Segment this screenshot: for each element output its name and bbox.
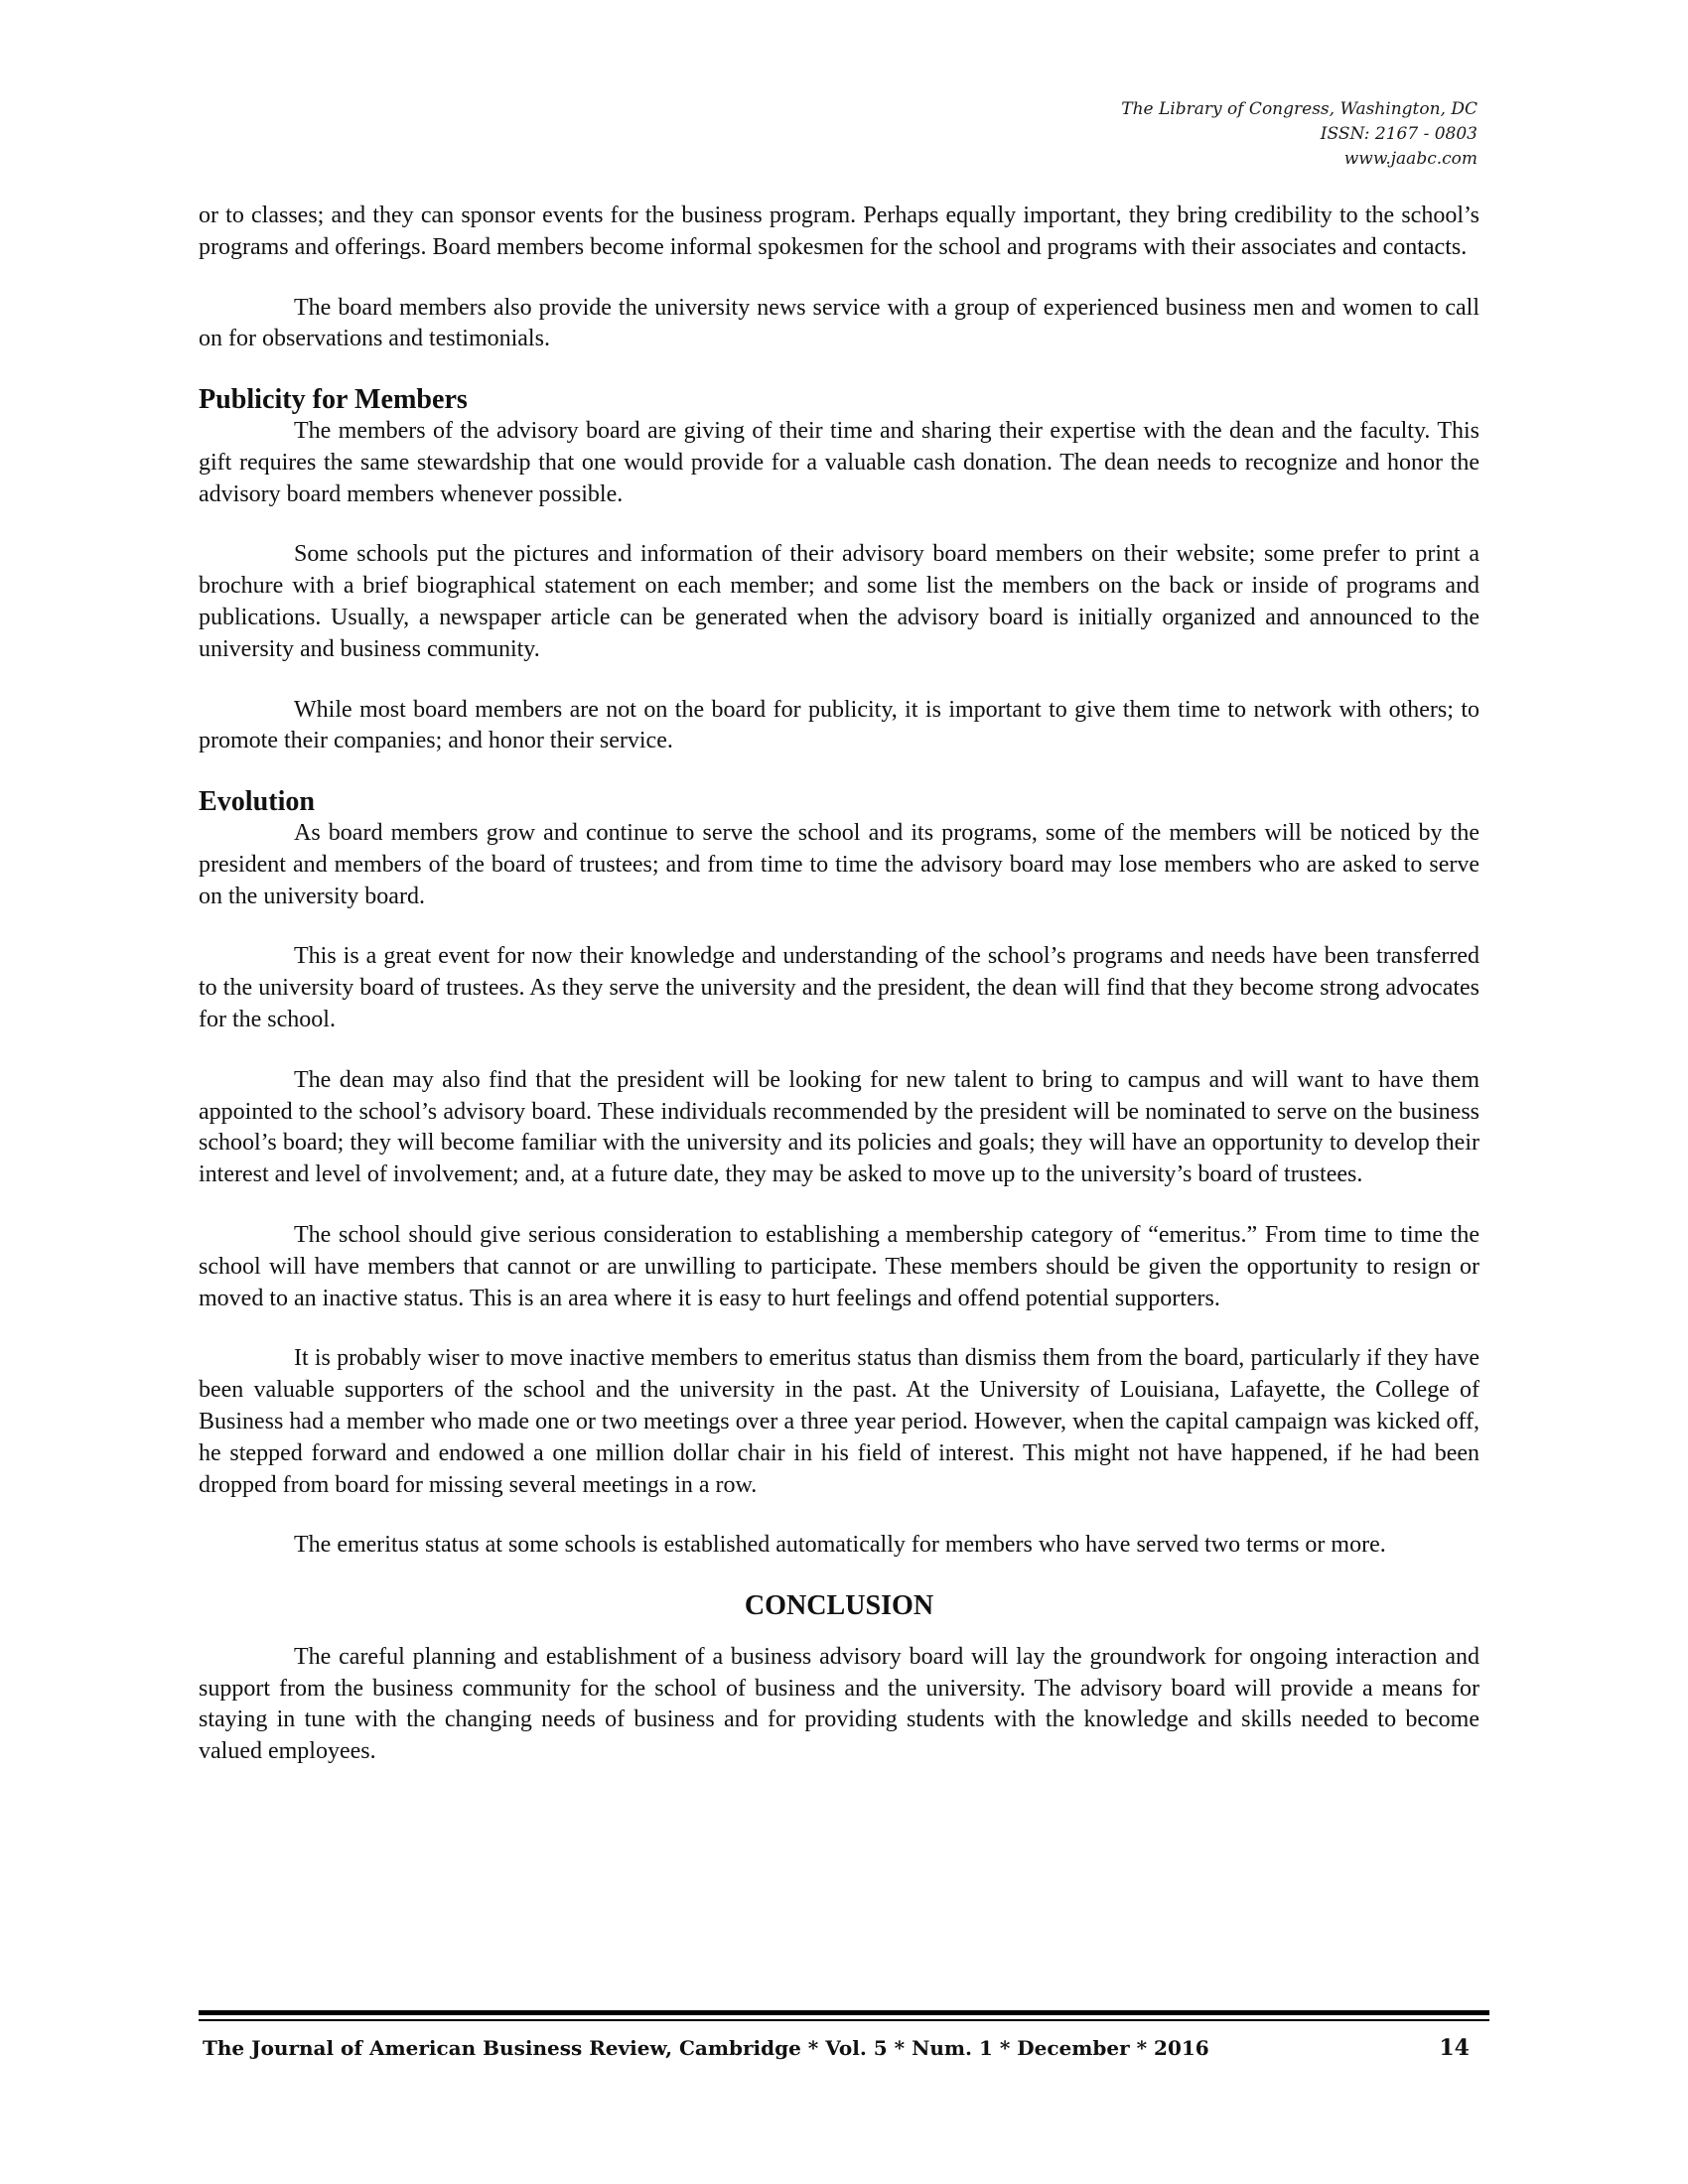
section-heading-conclusion: CONCLUSION bbox=[744, 1590, 934, 1622]
paragraph-evolution-1: As board members grow and continue to serve the school and its programs, some of the members will be noticed by the president and members of the board of trustees; and from time to time the advisory board may lose members who are asked to serve on the university board. bbox=[199, 819, 1479, 909]
paragraph-publicity-2: Some schools put the pictures and information of their advisory board members on their website; some prefer to print a brochure with a brief biographical statement on each member; and some list the members on the back or inside of programs and publications. Usually, a newspaper article can be generated when the advisory board is initially organized and announced to the university and business community. bbox=[199, 541, 1479, 662]
page-number: 14 bbox=[1439, 2035, 1470, 2061]
section-heading-publicity: Publicity for Members bbox=[199, 384, 468, 416]
paragraph-conclusion: The careful planning and establishment of a business advisory board will lay the groundwork for ongoing interaction and support from the business community for the school of business and the university. The advisory board will provide a means for staying in tune with the changing needs of business and for providing students with the knowledge and skills needed to become valued employees. bbox=[199, 1643, 1479, 1765]
paragraph-news-service: The board members also provide the university news service with a group of experienced business men and women to call on for observations and testimonials. bbox=[199, 294, 1479, 352]
header-library-line: The Library of Congress, Washington, DC bbox=[1121, 99, 1477, 119]
footer-rule-thin bbox=[199, 2019, 1489, 2021]
paragraph-evolution-6: The emeritus status at some schools is established automatically for members who have served two terms or more. bbox=[294, 1532, 1386, 1559]
running-header bbox=[782, 97, 1477, 172]
paragraph-evolution-2: This is a great event for now their knowledge and understanding of the school’s programs and needs have been transferred to the university board of trustees. As they serve the university and the president, the dean will find that they become strong advocates for the school. bbox=[199, 943, 1479, 1032]
paragraph-publicity-1: The members of the advisory board are giving of their time and sharing their expertise with the dean and the faculty. This gift requires the same stewardship that one would provide for a valuable cash donation. The dean needs to recognize and honor the advisory board members whenever possible. bbox=[199, 417, 1479, 507]
footer-journal-citation: The Journal of American Business Review, Cambridge * Vol. 5 * Num. 1 * December * 2016 bbox=[203, 2036, 1209, 2060]
paragraph-evolution-3: The dean may also find that the president will be looking for new talent to bring to campus and will want to have them appointed to the school’s advisory board. These individuals recommended by the president will be nominated to serve on the business school’s board; they will become familiar with the university and its policies and goals; they will have an opportunity to develop their interest and level of involvement; and, at a future date, they may be asked to move up to the university’s board of trustees. bbox=[199, 1066, 1479, 1188]
header-issn-line: ISSN: 2167 - 0803 bbox=[1320, 124, 1477, 144]
paragraph-evolution-5: It is probably wiser to move inactive members to emeritus status than dismiss them from the board, particularly if they have been valuable supporters of the school and the university in the past. At the University of Louisiana, Lafayette, the College of Business had a member who made one or two meetings over a three year period. However, when the capital campaign was kicked off, he stepped forward and endowed a one million dollar chair in his field of interest. This might not have happened, if he had been dropped from board for missing several meetings in a row. bbox=[199, 1345, 1479, 1498]
section-heading-evolution: Evolution bbox=[199, 786, 316, 818]
footer-rule-thick bbox=[199, 2010, 1489, 2015]
header-website-line: www.jaabc.com bbox=[1343, 149, 1477, 169]
page-footer bbox=[199, 2032, 1489, 2064]
paragraph-intro: or to classes; and they can sponsor events for the business program. Perhaps equally important, they bring credibility to the school’s programs and offerings. Board members become informal spokesmen for the school and programs with their associates and contacts. bbox=[199, 203, 1479, 260]
paragraph-publicity-3: While most board members are not on the board for publicity, it is important to give them time to network with others; to promote their companies; and honor their service. bbox=[199, 696, 1479, 754]
paragraph-evolution-4: The school should give serious consideration to establishing a membership category of “emeritus.” From time to time the school will have members that cannot or are unwilling to participate. These members should be given the opportunity to resign or moved to an inactive status. This is an area where it is easy to hurt feelings and offend potential supporters. bbox=[199, 1221, 1479, 1311]
article-body bbox=[199, 201, 1479, 1797]
